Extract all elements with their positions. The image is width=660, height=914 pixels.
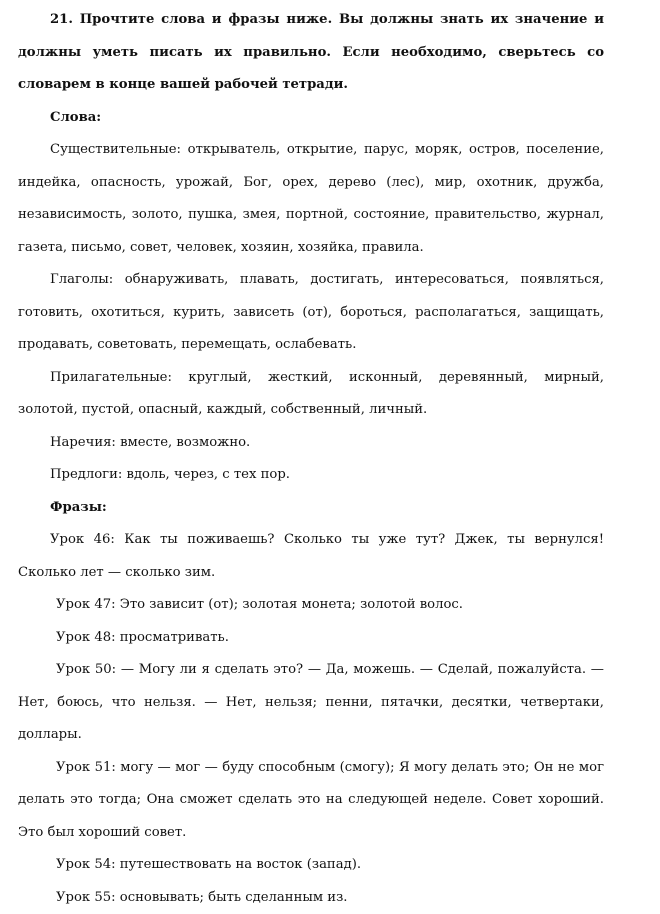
lesson-46-paragraph: Урок 46: Как ты поживаешь? Сколько ты уже тут? Джек, ты вернулся! Сколько лет — сколько зим. — [18, 524, 604, 589]
exercise-instruction: 21. Прочтите слова и фразы ниже. Вы должны знать их значение и должны уметь писать их правильно. Если необходимо, сверьтесь со словарем в конце вашей рабочей тетради. — [18, 4, 604, 102]
lesson-50-paragraph: Урок 50: — Могу ли я сделать это? — Да, можешь. — Сделай, пожалуйста. — Нет, боюсь, что нельзя. — Нет, нельзя; пенни, пятачки, десятки, четвертаки, доллары. — [18, 654, 604, 752]
document-page — [18, 4, 604, 914]
lesson-48-paragraph: Урок 48: просматривать. — [18, 622, 604, 655]
adjectives-paragraph: Прилагательные: круглый, жесткий, исконный, деревянный, мирный, золотой, пустой, опасный, каждый, собственный, личный. — [18, 362, 604, 427]
lesson-51-paragraph: Урок 51: могу — мог — буду способным (смогу); Я могу делать это; Он не мог делать это тогда; Она сможет сделать это на следующей неделе. Совет хороший. Это был хороший совет. — [18, 752, 604, 850]
phrases-heading: Фразы: — [18, 492, 604, 525]
prepositions-paragraph: Предлоги: вдоль, через, с тех пор. — [18, 459, 604, 492]
adverbs-paragraph: Наречия: вместе, возможно. — [18, 427, 604, 460]
lesson-54-paragraph: Урок 54: путешествовать на восток (запад). — [18, 849, 604, 882]
nouns-paragraph: Существительные: открыватель, открытие, парус, моряк, остров, поселение, индейка, опасность, урожай, Бог, орех, дерево (лес), мир, охотник, дружба, независимость, золото, пушка, змея, портной, состояние, правительство, журнал, газета, письмо, совет, человек, хозяин, хозяйка, правила. — [18, 134, 604, 264]
words-heading: Слова: — [18, 102, 604, 135]
verbs-paragraph: Глаголы: обнаруживать, плавать, достигать, интересоваться, появляться, готовить, охотиться, курить, зависеть (от), бороться, располагаться, защищать, продавать, советовать, перемещать, ослабевать. — [18, 264, 604, 362]
lesson-47-paragraph: Урок 47: Это зависит (от); золотая монета; золотой волос. — [18, 589, 604, 622]
lesson-55-paragraph: Урок 55: основывать; быть сделанным из. — [18, 882, 604, 914]
